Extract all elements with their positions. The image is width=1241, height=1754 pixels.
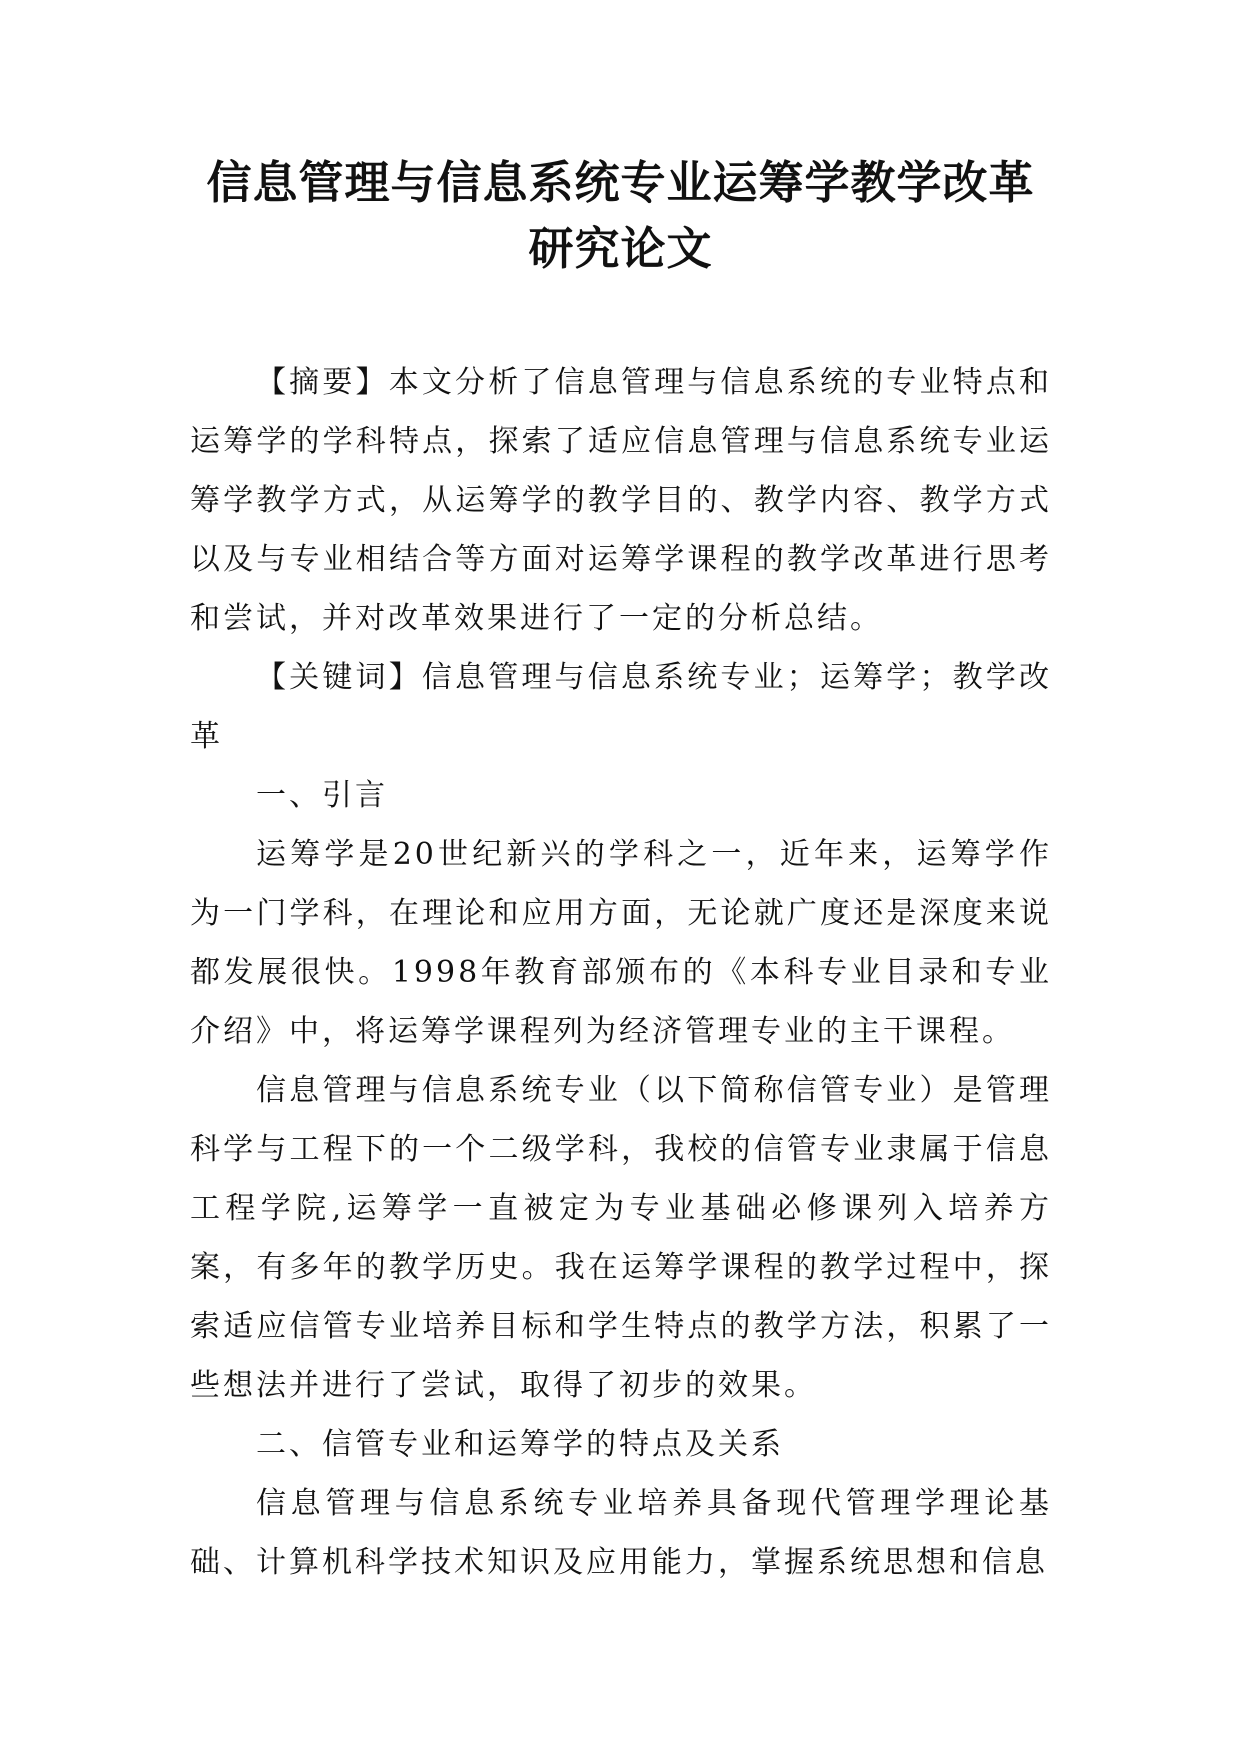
body-paragraph: 信息管理与信息系统专业培养具备现代管理学理论基础、计算机科学技术知识及应用能力，掌握系统思想和信息 [190, 1486, 1052, 1580]
body-paragraph: 信息管理与信息系统专业（以下简称信管专业）是管理科学与工程下的一个二级学科，我校的信管专业隶属于信息工程学院,运筹学一直被定为专业基础必修课列入培养方案，有多年的教学历史。我在运筹学课程的教学过程中，探索适应信管专业培养目标和学生特点的教学方法，积累了一些想法并进行了尝试，取得了初步的效果。 [190, 1073, 1052, 1403]
section-heading-features: 二、信管专业和运筹学的特点及关系 [256, 1427, 784, 1462]
section-heading-introduction: 一、引言 [256, 778, 388, 813]
abstract-paragraph: 【摘要】本文分析了信息管理与信息系统的专业特点和运筹学的学科特点，探索了适应信息管理与信息系统专业运筹学教学方式，从运筹学的教学目的、教学内容、教学方式以及与专业相结合等方面对运筹学课程的教学改革进行思考和尝试，并对改革效果进行了一定的分析总结。 [190, 365, 1052, 636]
document-body [190, 353, 1052, 1592]
title-line-1: 信息管理与信息系统专业运筹学教学改革 [206, 156, 1035, 209]
page-title [150, 150, 1091, 282]
title-line-2: 研究论文 [528, 222, 713, 275]
body-paragraph: 运筹学是20世纪新兴的学科之一，近年来，运筹学作为一门学科，在理论和应用方面，无论就广度还是深度来说都发展很快。1998年教育部颁布的《本科专业目录和专业介绍》中，将运筹学课程列为经济管理专业的主干课程。 [190, 837, 1052, 1049]
keywords-paragraph: 【关键词】信息管理与信息系统专业；运筹学；教学改革 [190, 660, 1052, 754]
